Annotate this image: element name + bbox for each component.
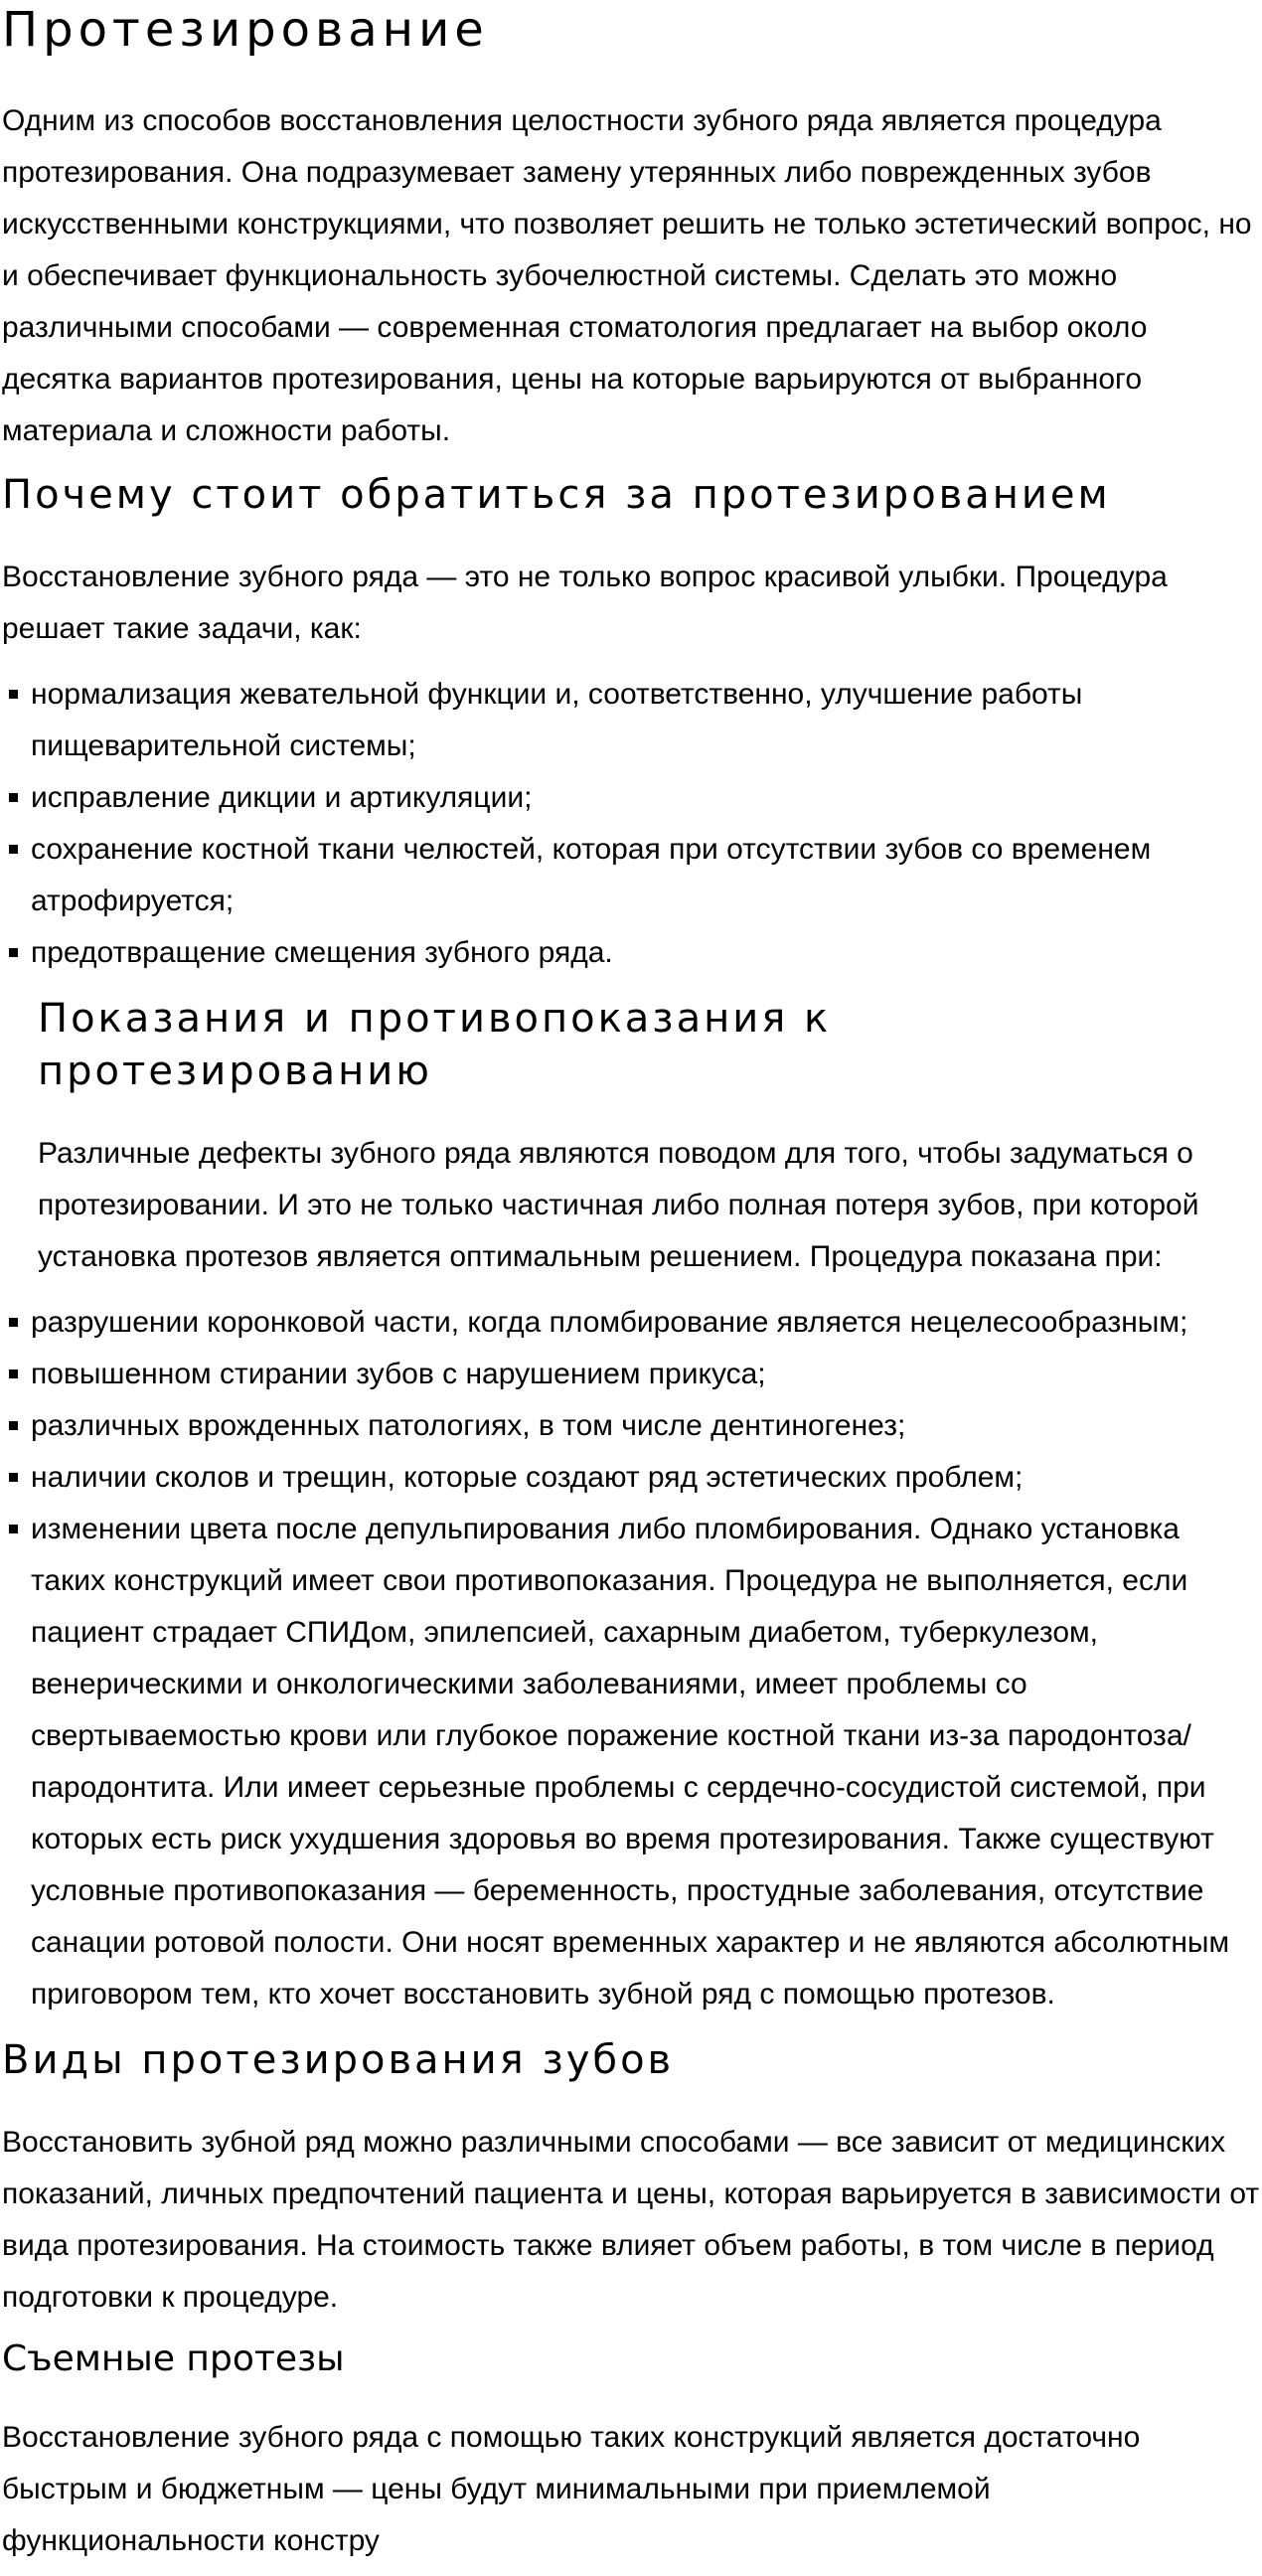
list-item: изменении цвета после депульпирования либо пломбирования. Однако установка таких конструкций имеет свои противопоказания. Процедура не выполняется, если пациент страдает СПИДом, эпилепсией, сахарным диабетом, туберкулезом, венерическими и онкологическими заболеваниями, имеет проблемы со свертываемостью крови или глубокое поражение костной ткани из-за пародонтоза/пародонтита. Или имеет серьезные проблемы с сердечно-сосудистой системой, при которых есть риск ухудшения здоровья во время протезирования. Также существуют условные противопоказания — беременность, простудные заболевания, отсутствие санации ротовой полости. Они носят временных характер и не являются абсолютным приговором тем, кто хочет восстановить зубной ряд с помощью протезов. [2,1504,1260,2020]
removable-lead-paragraph: Восстановление зубного ряда с помощью таких конструкций является достаточно быстрым и бюджетным — цены будут минимальными при приемлемой функциональности констру [2,2421,1141,2557]
page-title: Протезирование [2,2,489,58]
section-heading-types: Виды протезирования зубов [2,2037,675,2083]
list-item: сохранение костной ткани челюстей, которая при отсутствии зубов со временем атрофируется; [2,824,1260,927]
indications-lead-paragraph: Различные дефекты зубного ряда являются поводом для того, чтобы задуматься о протезировании. И это не только частичная либо полная потеря зубов, при которой установка протезов является оптимальным решением. Процедура показана при: [38,1137,1199,1273]
indications-section [38,993,1260,1283]
types-lead-paragraph: Восстановить зубной ряд можно различными способами — все зависит от медицинских показаний, личных предпочтений пациента и цены, которая варьируется в зависимости от вида протезирования. На стоимость также влияет объем работы, в том числе в период подготовки к процедуре. [2,2126,1260,2314]
intro-paragraph: Одним из способов восстановления целостности зубного ряда является процедура протезирования. Она подразумевает замену утерянных либо поврежденных зубов искусственными конструкциями, что позволяет решить не только эстетический вопрос, но и обеспечивает функциональность зубочелюстной системы. Сделать это можно различными способами — современная стоматология предлагает на выбор около десятка вариантов протезирования, цены на которые варьируются от выбранного материала и сложности работы. [2,104,1252,447]
list-item: различных врожденных патологиях, в том числе дентиногенез; [2,1400,1260,1452]
benefits-list [2,669,1260,979]
list-item: предотвращение смещения зубного ряда. [2,927,1260,979]
list-item: разрушении коронковой части, когда пломбирование является нецелесообразным; [2,1297,1260,1349]
list-item: нормализация жевательной функции и, соответственно, улучшение работы пищеварительной системы; [2,669,1260,772]
section-heading-indications: Показания и противопоказания к протезированию [38,996,832,1094]
indications-list [2,1297,1260,2020]
subsection-heading-removable: Съемные протезы [2,2338,345,2379]
list-item: исправление дикции и артикуляции; [2,772,1260,824]
section-heading-why: Почему стоит обратиться за протезированием [2,472,1111,518]
why-lead-paragraph: Восстановление зубного ряда — это не только вопрос красивой улыбки. Процедура решает такие задачи, как: [2,561,1168,645]
list-item: наличии сколов и трещин, которые создают ряд эстетических проблем; [2,1452,1260,1504]
list-item: повышенном стирании зубов с нарушением прикуса; [2,1349,1260,1400]
